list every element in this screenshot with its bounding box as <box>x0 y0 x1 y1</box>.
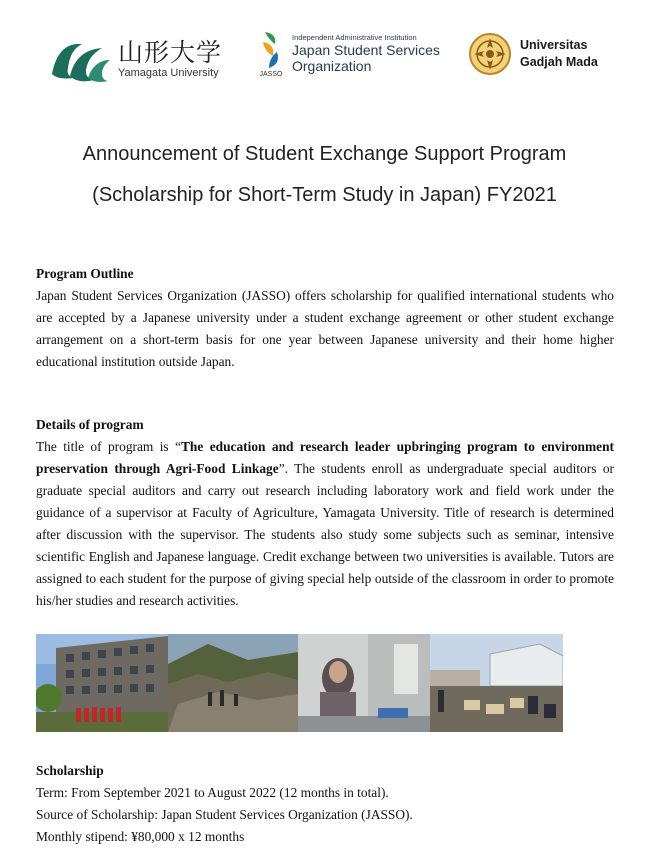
field-work-photo <box>430 634 563 732</box>
ugm-logo <box>468 32 598 76</box>
yamagata-emblem-icon <box>48 34 112 84</box>
program-details-body <box>36 436 614 612</box>
program-details-section <box>36 414 614 612</box>
scholarship-section <box>36 760 614 848</box>
yamagata-name-en: Yamagata University <box>118 66 219 79</box>
jasso-emblem-icon <box>259 30 283 70</box>
campus-building-photo <box>36 634 168 732</box>
photo-strip <box>36 634 563 732</box>
program-details-heading: Details of program <box>36 417 144 432</box>
yamagata-university-logo <box>48 34 222 84</box>
jasso-name-line1: Japan Student Services <box>292 42 440 59</box>
rocky-coast-photo <box>168 634 298 732</box>
laboratory-photo <box>298 634 430 732</box>
jasso-name-line2: Organization <box>292 58 372 75</box>
program-title-text: The education and research leader upbringing program to environment preservation through Agri-Food Linkage <box>36 439 614 476</box>
program-details-text: ”. The students enroll as undergraduate special auditors or graduate special auditors and carry out research including laboratory work and field work under the guidance of a supervisor at Faculty of Agriculture, Yamagata University. Title of research is determined after discussion with the supervisor. The students also study some subjects such as seminar, intensive scientific English and Japanese language. Credit exchange between two universities is available. Tutors are assigned to each student for the purpose of giving special help outside of the classroom in order to promote his/her studies and research activities. <box>36 461 614 608</box>
program-outline-heading: Program Outline <box>36 266 134 281</box>
jasso-logo <box>258 30 440 78</box>
program-outline-body: Japan Student Services Organization (JASSO) offers scholarship for qualified international students who are accepted by a Japanese university under a student exchange agreement or other student exchange arrangement on a short-term basis for one year between Japanese university and their home higher educational institution outside Japan. <box>36 288 614 369</box>
ugm-name-line1: Universitas <box>520 38 588 53</box>
yamagata-name-jp: 山形大学 <box>118 37 223 67</box>
jasso-abbr: JASSO <box>259 71 283 78</box>
scholarship-heading: Scholarship <box>36 763 104 778</box>
logo-header <box>0 28 649 94</box>
document-title-line1: Announcement of Student Exchange Support Program <box>82 143 567 165</box>
program-details-intro: The title of program is “ <box>36 439 181 454</box>
ugm-name-line2: Gadjah Mada <box>520 55 598 69</box>
scholarship-term: Term: From September 2021 to August 2022 (12 months in total). <box>36 785 389 800</box>
scholarship-source: Source of Scholarship: Japan Student Services Organization (JASSO). <box>36 807 413 822</box>
document-title-line2: (Scholarship for Short-Term Study in Japan) FY2021 <box>92 184 557 206</box>
ugm-emblem-icon <box>468 32 512 76</box>
scholarship-stipend: Monthly stipend: ¥80,000 x 12 months <box>36 829 245 844</box>
program-outline-section <box>36 263 614 373</box>
jasso-subtitle: Independent Administrative Institution <box>292 32 417 42</box>
